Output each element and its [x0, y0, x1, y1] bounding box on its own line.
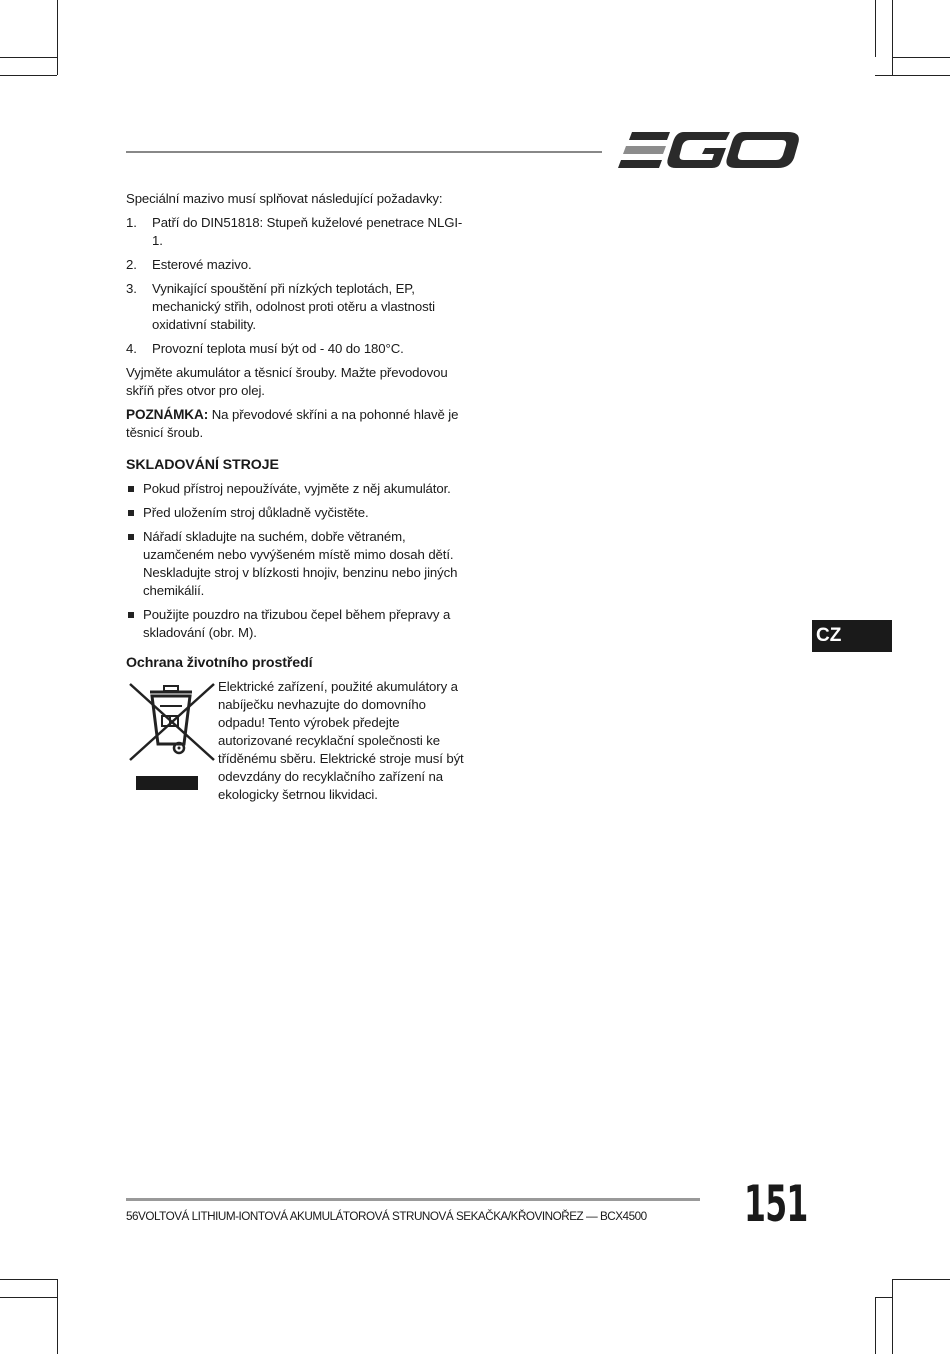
list-item — [126, 606, 466, 642]
ego-logo — [618, 128, 800, 172]
item-text: Před uložením stroj důkladně vyčistěte. — [143, 505, 369, 520]
square-bullet-icon — [128, 510, 134, 516]
list-item — [126, 214, 466, 250]
crop-mark — [893, 1279, 950, 1280]
list-item — [126, 256, 466, 274]
crop-mark — [875, 1297, 893, 1298]
item-text: Nářadí skladujte na suchém, dobře větraném, uzamčeném nebo vyvýšeném místě mimo dosah dětí. Neskladujte stroj v blízkosti hnojiv, benzinu nebo jiných chemikálií. — [143, 529, 458, 598]
page-number: 151 — [744, 1175, 808, 1233]
weee-crossed-bin-icon — [126, 678, 218, 798]
square-bullet-icon — [128, 486, 134, 492]
crop-mark — [893, 57, 950, 58]
crop-mark — [57, 1279, 58, 1354]
grease-intro: Speciální mazivo musí splňovat následující požadavky: — [126, 191, 443, 206]
crop-mark — [892, 0, 893, 75]
item-text: Použijte pouzdro na třizubou čepel během přepravy a skladování (obr. M). — [143, 607, 451, 640]
storage-list — [126, 480, 466, 642]
note-label: POZNÁMKA: — [126, 407, 209, 422]
list-item — [126, 280, 466, 334]
item-text: Provozní teplota musí být od - 40 do 180°C. — [152, 341, 404, 356]
item-text: Vynikající spouštění při nízkých teplotách, EP, mechanický střih, odolnost proti otěru a vlastnosti oxidativní stability. — [152, 281, 435, 332]
square-bullet-icon — [128, 612, 134, 618]
remove-battery-instruction: Vyjměte akumulátor a těsnicí šrouby. Mažte převodovou skříň přes otvor pro olej. — [126, 365, 448, 398]
crop-mark — [0, 57, 57, 58]
list-item — [126, 528, 466, 600]
note-paragraph — [126, 406, 466, 442]
environment-section — [126, 678, 466, 804]
header-rule — [126, 151, 602, 153]
grease-requirements-list — [126, 214, 466, 358]
item-number: 1. — [126, 215, 137, 230]
environment-heading: Ochrana životního prostředí — [126, 655, 313, 671]
environment-text: Elektrické zařízení, použité akumulátory a nabíječku nevhazujte do domovního odpadu! Tento výrobek předejte autorizované recyklační společnosti ke tříděnému sběru. Elektrické stroje musí být odevzdány do recyklačního zařízení na ekologicky šetrnou likvidaci. — [218, 679, 464, 802]
crop-mark — [875, 75, 950, 76]
list-item — [126, 504, 466, 522]
note-text: Na převodové skříni a na pohonné hlavě je těsnicí šroub. — [126, 407, 459, 440]
crop-mark — [875, 1297, 876, 1354]
item-text: Patří do DIN51818: Stupeň kuželové penetrace NLGI-1. — [152, 215, 463, 248]
crop-mark — [57, 0, 58, 75]
main-column — [126, 190, 466, 804]
storage-heading: SKLADOVÁNÍ STROJE — [126, 457, 279, 473]
list-item — [126, 480, 466, 498]
item-number: 2. — [126, 257, 137, 272]
item-number: 3. — [126, 281, 137, 296]
list-item — [126, 340, 466, 358]
crop-mark — [0, 75, 57, 76]
crop-mark — [892, 1279, 893, 1354]
square-bullet-icon — [128, 534, 134, 540]
item-number: 4. — [126, 341, 137, 356]
item-text: Pokud přístroj nepoužíváte, vyjměte z něj akumulátor. — [143, 481, 451, 496]
crop-mark — [0, 1297, 57, 1298]
crop-mark — [0, 1279, 57, 1280]
footer-rule — [126, 1198, 700, 1201]
item-text: Esterové mazivo. — [152, 257, 252, 272]
footer-product-title: 56VOLTOVÁ LITHIUM-IONTOVÁ AKUMULÁTOROVÁ STRUNOVÁ SEKAČKA/KŘOVINOŘEZ — BCX4500 — [126, 1209, 647, 1223]
language-tab: CZ — [812, 620, 892, 652]
crop-mark — [875, 0, 876, 57]
